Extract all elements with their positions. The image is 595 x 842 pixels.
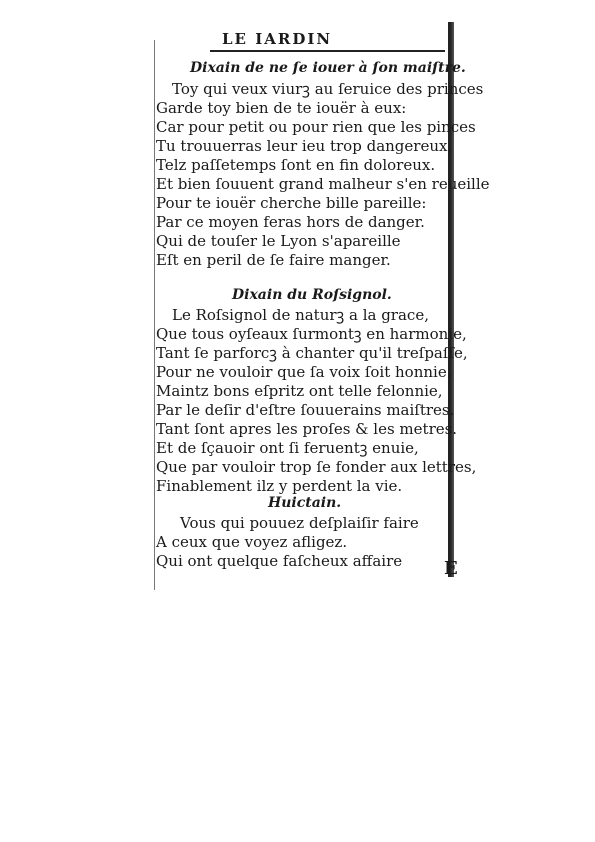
poem-title-2: Dixain du Roſsignol. [232,287,392,303]
verse-line: Et de ſçauoir ont ſi feruentꝫ enuie, [156,439,419,457]
verse-line: Qui ont quelque faſcheux affaire [156,552,403,570]
verse-line: Et bien ſouuent grand malheur s'en reueille [156,175,490,193]
verse-line: Tant ſont apres les proſes & les metres. [156,420,458,438]
verse-line: Pour ne vouloir que ſa voix ſoit honnie. [156,363,452,381]
verse-line: Que tous oyſeaux ſurmontꝫ en harmonie, [156,325,467,343]
running-head-rule [210,50,445,52]
verse-line: Pour te iouër cherche bille pareille: [156,194,427,212]
verse-line: Garde toy bien de te iouër à eux: [156,99,407,117]
verse-line: Vous qui pouuez deſplaiſir faire [180,514,419,532]
verse-line: Telz paſſetemps ſont en fin doloreux. [156,156,436,174]
poem-title-1: Dixain de ne ſe iouer à ſon maiſtre. [190,60,466,76]
poem-title-3: Huictain. [268,495,342,511]
edge-mark: E [444,558,458,579]
verse-line: Par le deſir d'eſtre ſouuerains maiſtres. [156,401,455,419]
verse-line: Maintz bons eſpritz ont telle felonnie, [156,382,443,400]
verse-line: Le Roſsignol de naturꝫ a la grace, [172,306,429,324]
verse-line: Tu trouuerras leur ieu trop dangereux, [156,137,453,155]
verse-line: Que par vouloir trop ſe fonder aux lettres, [156,458,477,476]
gutter-line [154,40,155,590]
verse-line: Toy qui veux viurꝫ au ſeruice des princes [172,80,484,98]
verse-line: Car pour petit ou pour rien que les pinces [156,118,476,136]
verse-line: Finablement ilz y perdent la vie. [156,477,403,495]
running-head: LE IARDIN [222,30,333,48]
verse-line: A ceux que voyez afligez. [156,533,348,551]
verse-line: Eſt en peril de ſe faire manger. [156,251,391,269]
verse-line: Tant ſe parforcꝫ à chanter qu'il treſpaſſe, [156,344,468,362]
verse-line: Par ce moyen feras hors de danger. [156,213,425,231]
page-edge [448,22,454,577]
verse-line: Qui de touſer le Lyon s'apareille [156,232,401,250]
